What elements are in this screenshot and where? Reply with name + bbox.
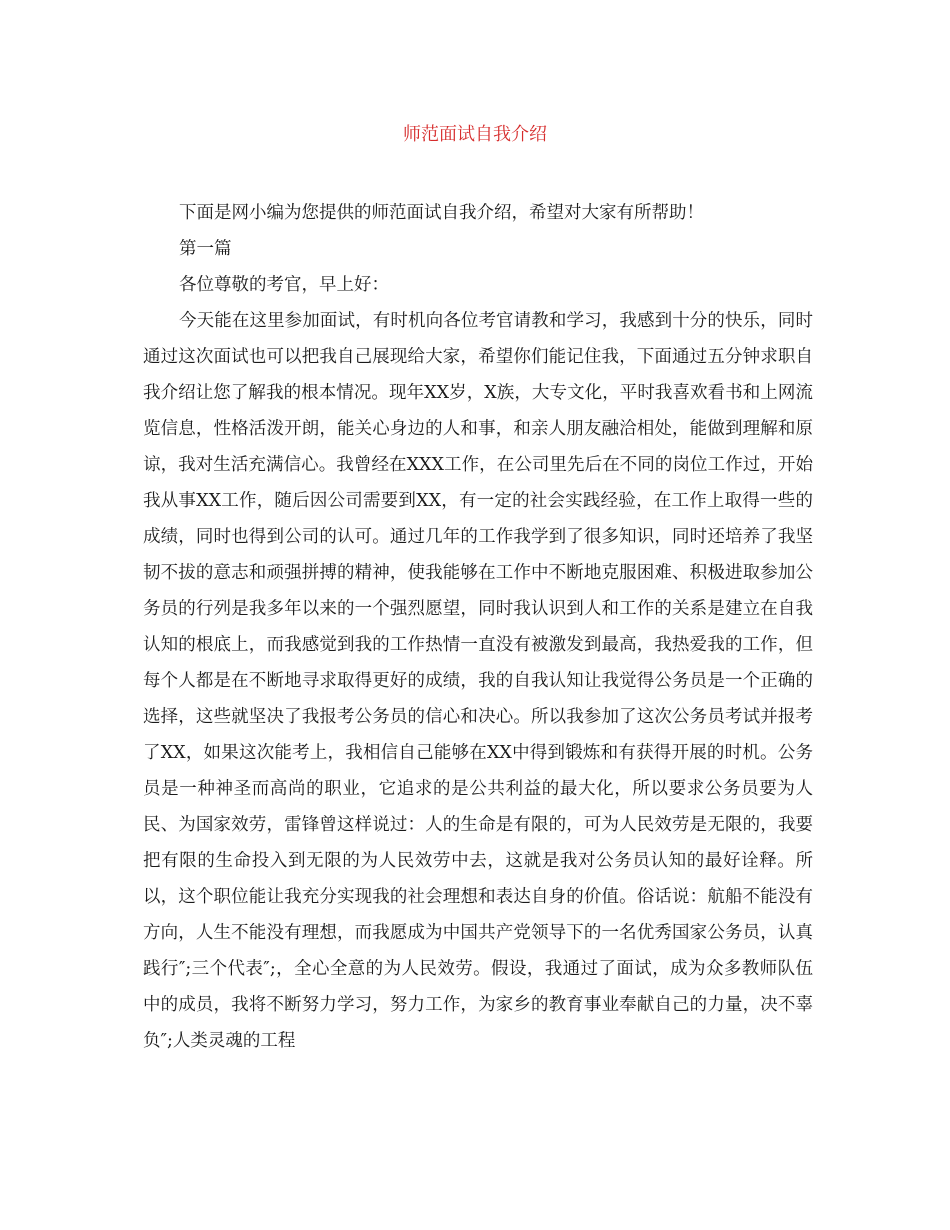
intro-paragraph: 下面是网小编为您提供的师范面试自我介绍，希望对大家有所帮助！ [179, 203, 704, 223]
document-body [143, 195, 813, 1059]
document-title: 师范面试自我介绍 [403, 124, 547, 145]
greeting-paragraph: 各位尊敬的考官，早上好： [179, 275, 389, 295]
section-heading: 第一篇 [179, 239, 232, 259]
body-paragraph: 今天能在这里参加面试，有时机向各位考官请教和学习，我感到十分的快乐，同时通过这次面试也可以把我自己展现给大家，希望你们能记住我，下面通过五分钟求职自我介绍让您了解我的根本情况。现年XX岁，X族，大专文化，平时我喜欢看书和上网流览信息，性格活泼开朗，能关心身边的人和事，和亲人朋友融洽相处，能做到理解和原谅，我对生活充满信心。我曾经在XXX工作，在公司里先后在不同的岗位工作过，开始我从事XX工作，随后因公司需要到XX，有一定的社会实践经验，在工作上取得一些的成绩，同时也得到公司的认可。通过几年的工作我学到了很多知识，同时还培养了我坚韧不拔的意志和顽强拼搏的精神，使我能够在工作中不断地克服困难、积极进取参加公务员的行列是我多年以来的一个强烈愿望，同时我认识到人和工作的关系是建立在自我认知的根底上，而我感觉到我的工作热情一直没有被激发到最高，我热爱我的工作，但每个人都是在不断地寻求取得更好的成绩，我的自我认知让我觉得公务员是一个正确的选择，这些就坚决了我报考公务员的信心和决心。所以我参加了这次公务员考试并报考了XX，如果这次能考上，我相信自己能够在XX中得到锻炼和有获得开展的时机。公务员是一种神圣而高尚的职业，它追求的是公共利益的最大化，所以要求公务员要为人民、为国家效劳，雷锋曾这样说过：人的生命是有限的，可为人民效劳是无限的，我要把有限的生命投入到无限的为人民效劳中去，这就是我对公务员认知的最好诠释。所以，这个职位能让我充分实现我的社会理想和表达自身的价值。俗话说：航船不能没有方向，人生不能没有理想，而我愿成为中国共产党领导下的一名优秀国家公务员，认真践行″;三个代表″;，全心全意的为人民效劳。假设，我通过了面试，成为众多教师队伍中的成员，我将不断努力学习，努力工作，为家乡的教育事业奉献自己的力量，决不辜负″;人类灵魂的工程 [143, 311, 813, 1051]
